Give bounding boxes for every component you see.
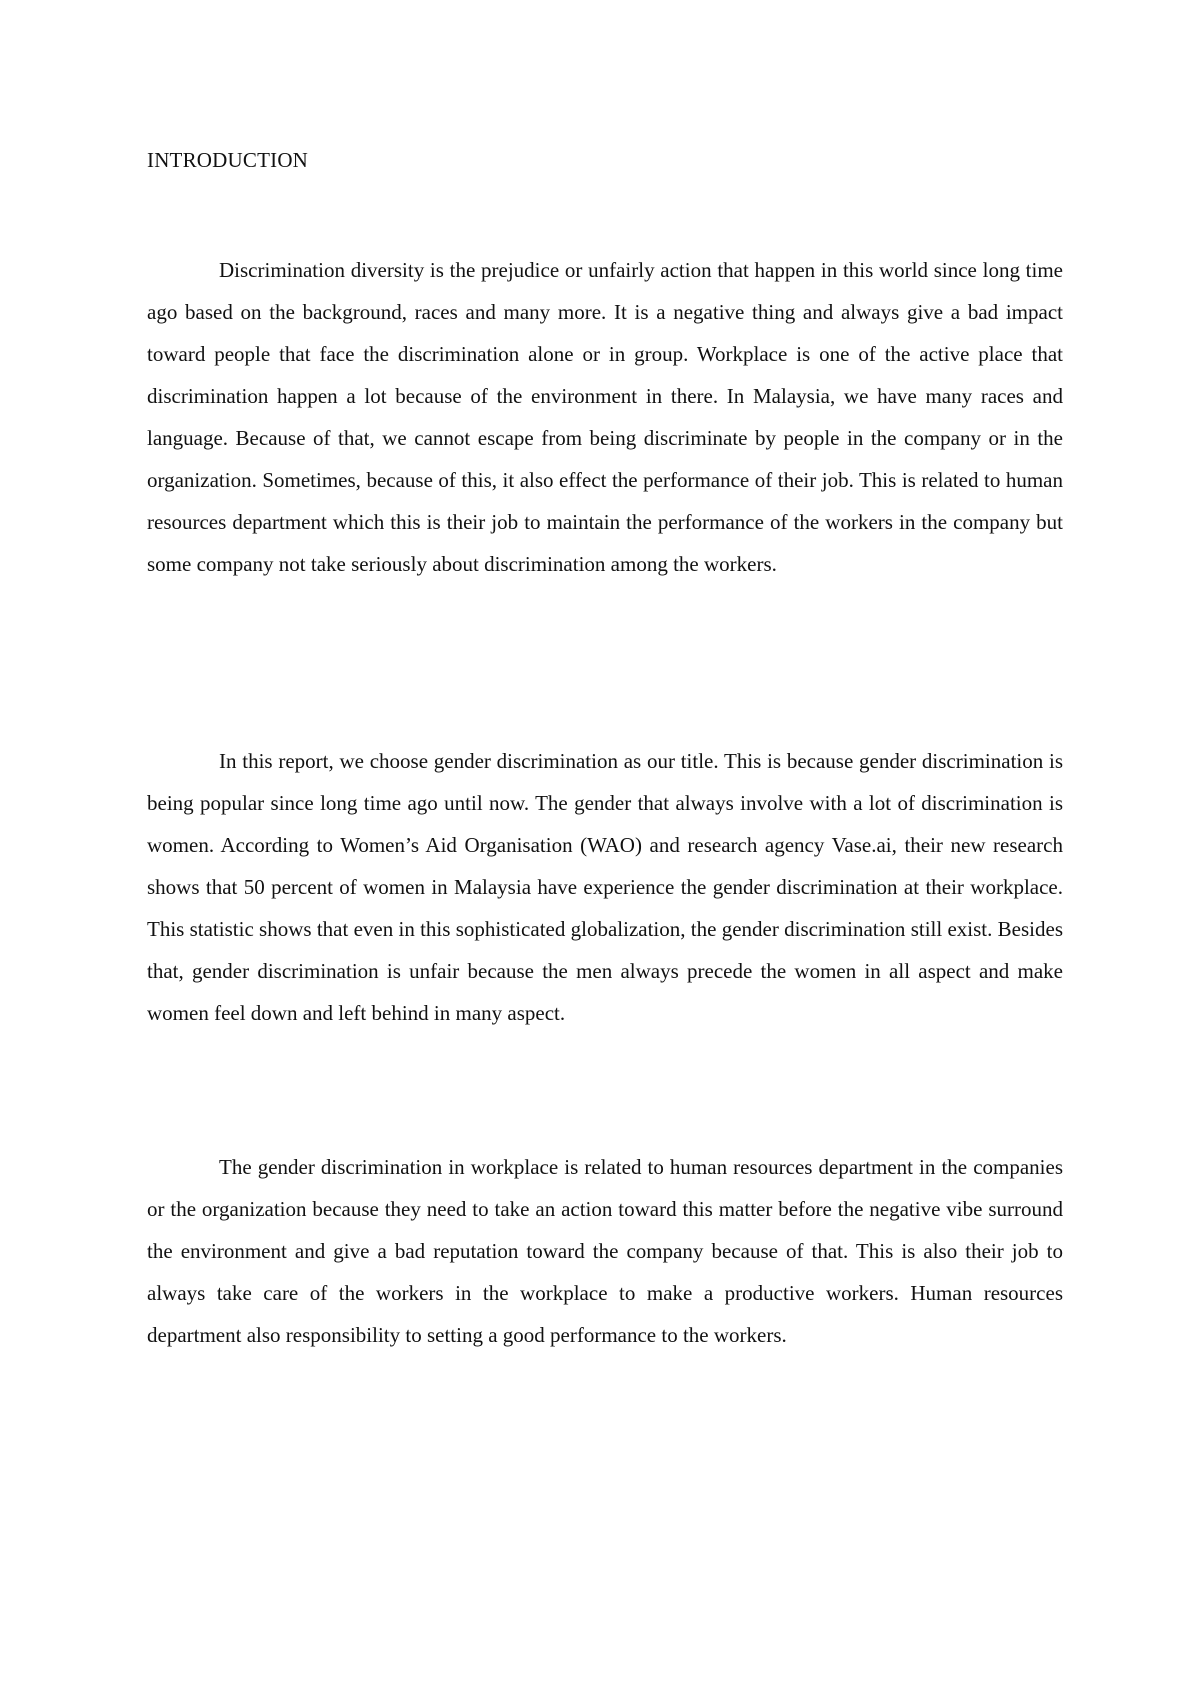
paragraph-discrimination-diversity: Discrimination diversity is the prejudice or unfairly action that happen in this world since long time ago based on the background, races and many more. It is a negative thing and always give a bad impact toward people that face the discrimination alone or in group. Workplace is one of the active place that discrimination happen a lot because of the environment in there. In Malaysia, we have many races and language. Because of that, we cannot escape from being discriminate by people in the company or in the organization. Sometimes, because of this, it also effect the performance of their job. This is related to human resources department which this is their job to maintain the performance of the workers in the company but some company not take seriously about discrimination among the workers. <box>147 258 1063 576</box>
paragraph-human-resources: The gender discrimination in workplace is related to human resources department in the companies or the organization because they need to take an action toward this matter before the negative vibe surround the environment and give a bad reputation toward the company because of that. This is also their job to always take care of the workers in the workplace to make a productive workers. Human resources department also responsibility to setting a good performance to the workers. <box>147 1155 1063 1347</box>
section-heading: INTRODUCTION <box>147 148 309 172</box>
paragraph-gender-discrimination: In this report, we choose gender discrimination as our title. This is because gender discrimination is being popular since long time ago until now. The gender that always involve with a lot of discrimination is women. According to Women’s Aid Organisation (WAO) and research agency Vase.ai, their new research shows that 50 percent of women in Malaysia have experience the gender discrimination at their workplace. This statistic shows that even in this sophisticated globalization, the gender discrimination still exist. Besides that, gender discrimination is unfair because the men always precede the women in all aspect and make women feel down and left behind in many aspect. <box>147 749 1063 1025</box>
